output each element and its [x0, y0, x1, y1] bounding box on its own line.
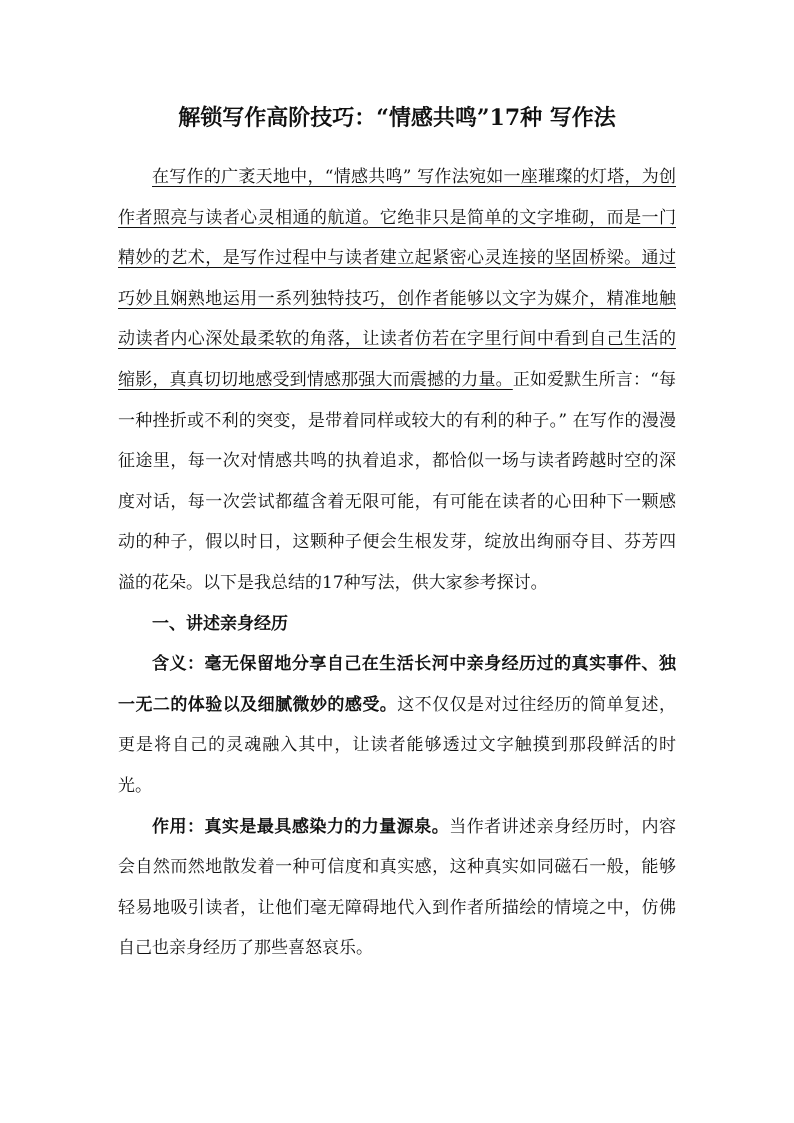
effect-rest-text: 当作者讲述亲身经历时，内容会自然而然地散发着一种可信度和真实感，这种真实如同磁石一般，能够轻易地吸引读者，让他们毫无障碍地代入到作者所描绘的情境之中，仿佛自己也亲身经历了那些喜怒哀乐。: [118, 816, 677, 959]
intro-underlined-text: 在写作的广袤天地中，“情感共鸣” 写作法宛如一座璀璨的灯塔，为创作者照亮与读者心灵相通的航道。它绝非只是简单的文字堆砌，而是一门精妙的艺术，是写作过程中与读者建立起紧密心灵连接的坚固桥梁。通过巧妙且娴熟地运用一系列独特技巧，创作者能够以文字为媒介，精准地触动读者内心深处最柔软的角落，让读者仿若在字里行间中看到自己生活的缩影，真真切切地感受到情感那强大而震撼的力量。: [118, 167, 676, 390]
document-body: [118, 157, 676, 969]
section-heading: 一、讲述亲身经历: [152, 613, 288, 634]
effect-paragraph: [118, 807, 676, 969]
meaning-rest-text: 这不仅仅是对过往经历的简单复述，更是将自己的灵魂融入其中，让读者能够透过文字触摸到那段鲜活的时光。: [118, 694, 677, 796]
effect-bold-text: 作用：真实是最具感染力的力量源泉。: [152, 816, 450, 837]
intro-paragraph: [118, 157, 676, 604]
page-title: 解锁写作高阶技巧：“情感共鸣”17种 写作法: [178, 105, 616, 131]
meaning-bold-text: 含义：毫无保留地分享自己在生活长河中亲身经历过的真实事件、独一无二的体验以及细腻微妙的感受。: [118, 654, 676, 715]
intro-rest-text: 正如爱默生所言：“每一种挫折或不利的突变，是带着同样或较大的有利的种子。” 在写作的漫漫征途里，每一次对情感共鸣的执着追求，都恰似一场与读者跨越时空的深度对话，每一次尝试都蕴含着无限可能，有可能在读者的心田种下一颗感动的种子，假以时日，这颗种子便会生根发芽，绽放出绚丽夺目、芬芳四溢的花朵。以下是我总结的17种写法，供大家参考探讨。: [118, 369, 676, 593]
meaning-paragraph: [118, 644, 676, 806]
